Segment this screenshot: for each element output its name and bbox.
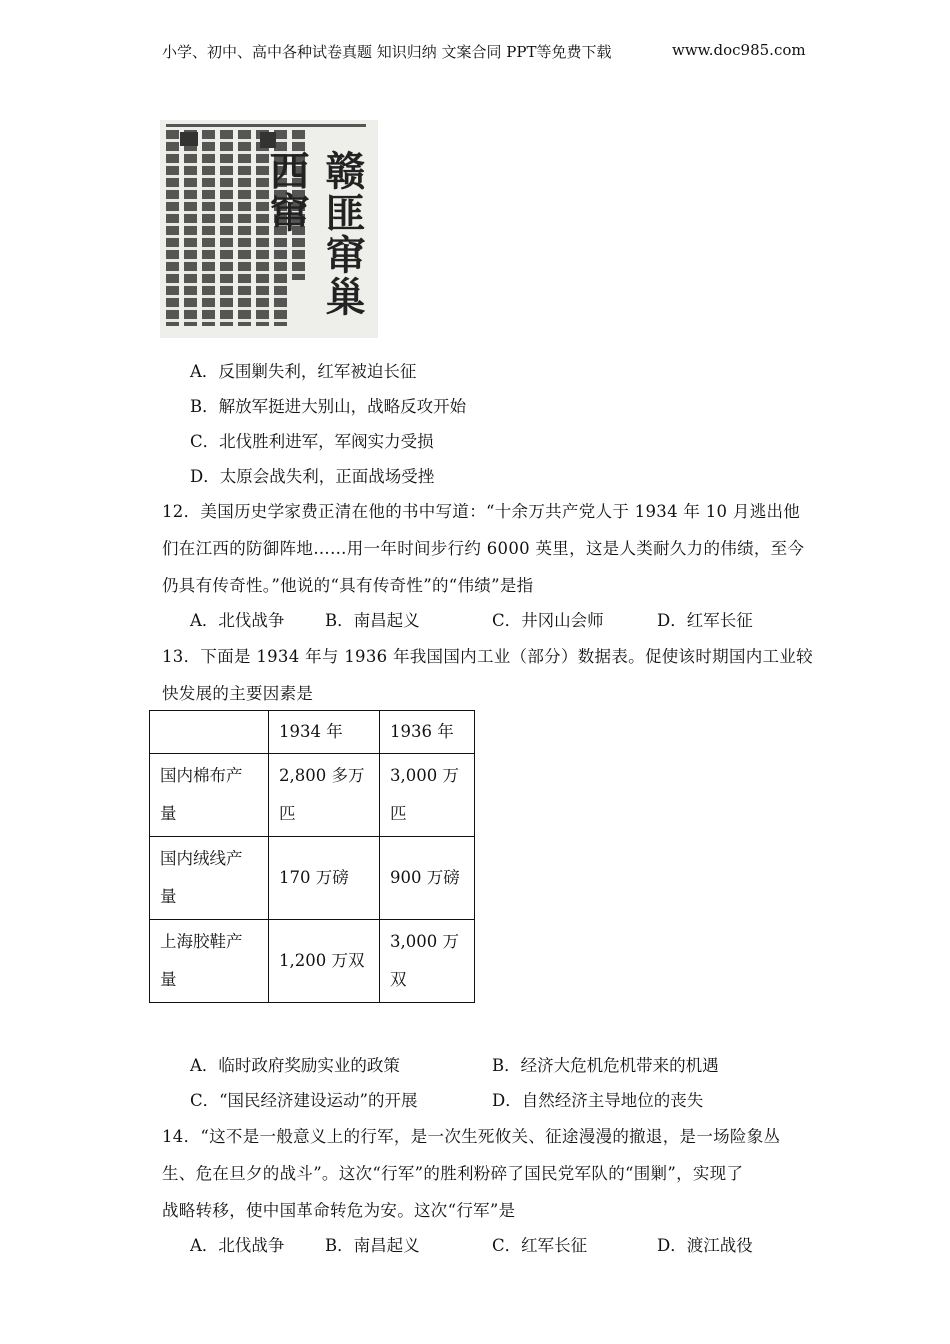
q14-option-b: B．南昌起义 (325, 1236, 420, 1255)
q14-stem-line3: 战略转移，使中国革命转危为安。这次“行军”是 (162, 1201, 516, 1220)
q12-option-d: D．红军长征 (657, 611, 753, 630)
q12-stem-line2: 们在江西的防御阵地……用一年时间步行约 6000 英里，这是人类耐久力的伟绩，至今 (162, 539, 805, 558)
q13-option-c: C．“国民经济建设运动”的开展 (190, 1091, 418, 1110)
table-row-label: 上海胶鞋产 量 (150, 920, 269, 1003)
q11-option-d: D．太原会战失利，正面战场受挫 (190, 467, 435, 486)
q14-option-a: A．北伐战争 (190, 1236, 285, 1255)
q12-stem-line1: 12．美国历史学家费正清在他的书中写道：“十余万共产党人于 1934 年 10 月逃出他 (162, 502, 801, 521)
q12-option-a: A．北伐战争 (190, 611, 285, 630)
table-header-cell: 1934 年 (269, 711, 380, 754)
page-header-text: 小学、初中、高中各种试卷真题 知识归纳 文案合同 PPT等免费下载 (162, 43, 612, 61)
table-row-label: 国内绒线产 量 (150, 837, 269, 920)
table-header-cell: 1936 年 (380, 711, 475, 754)
table-cell: 900 万磅 (380, 837, 475, 920)
table-header-cell (150, 711, 269, 754)
q14-option-c: C．红军长征 (492, 1236, 588, 1255)
table-cell: 2,800 多万匹 (269, 754, 380, 837)
table-row (150, 754, 475, 837)
q14-option-d: D．渡江战役 (657, 1236, 753, 1255)
q13-option-b: B．经济大危机危机带来的机遇 (492, 1056, 719, 1075)
q14-stem-line1: 14．“这不是一般意义上的行军，是一次生死攸关、征途漫漫的撤退，是一场险象丛 (162, 1127, 781, 1146)
q11-option-a: A．反围剿失利，红军被迫长征 (190, 362, 417, 381)
newspaper-clipping-image (160, 120, 378, 338)
q12-option-b: B．南昌起义 (325, 611, 420, 630)
table-cell: 3,000 万匹 (380, 754, 475, 837)
industry-data-table (149, 710, 475, 1003)
q14-stem-line2: 生、危在旦夕的战斗”。这次“行军”的胜利粉碎了国民党军队的“围剿”，实现了 (162, 1164, 744, 1183)
table-cell: 170 万磅 (269, 837, 380, 920)
table-cell: 3,000 万双 (380, 920, 475, 1003)
q13-stem-line2: 快发展的主要因素是 (162, 684, 314, 703)
table-row (150, 920, 475, 1003)
clipping-headline: 赣匪窜巢西窜 (263, 150, 366, 318)
q11-option-b: B．解放军挺进大别山，战略反攻开始 (190, 397, 467, 416)
table-cell: 1,200 万双 (269, 920, 380, 1003)
q13-stem-line1: 13．下面是 1934 年与 1936 年我国国内工业（部分）数据表。促使该时期国内工业较 (162, 647, 813, 666)
q12-option-c: C．井冈山会师 (492, 611, 604, 630)
page-header-url: www.doc985.com (672, 41, 806, 59)
q13-option-a: A．临时政府奖励实业的政策 (190, 1056, 400, 1075)
q11-option-c: C．北伐胜利进军，军阀实力受损 (190, 432, 434, 451)
q13-option-d: D．自然经济主导地位的丧失 (492, 1091, 704, 1110)
table-row-label: 国内棉布产 量 (150, 754, 269, 837)
table-header-row (150, 711, 475, 754)
table-row (150, 837, 475, 920)
q12-stem-line3: 仍具有传奇性。”他说的“具有传奇性”的“伟绩”是指 (162, 576, 534, 595)
